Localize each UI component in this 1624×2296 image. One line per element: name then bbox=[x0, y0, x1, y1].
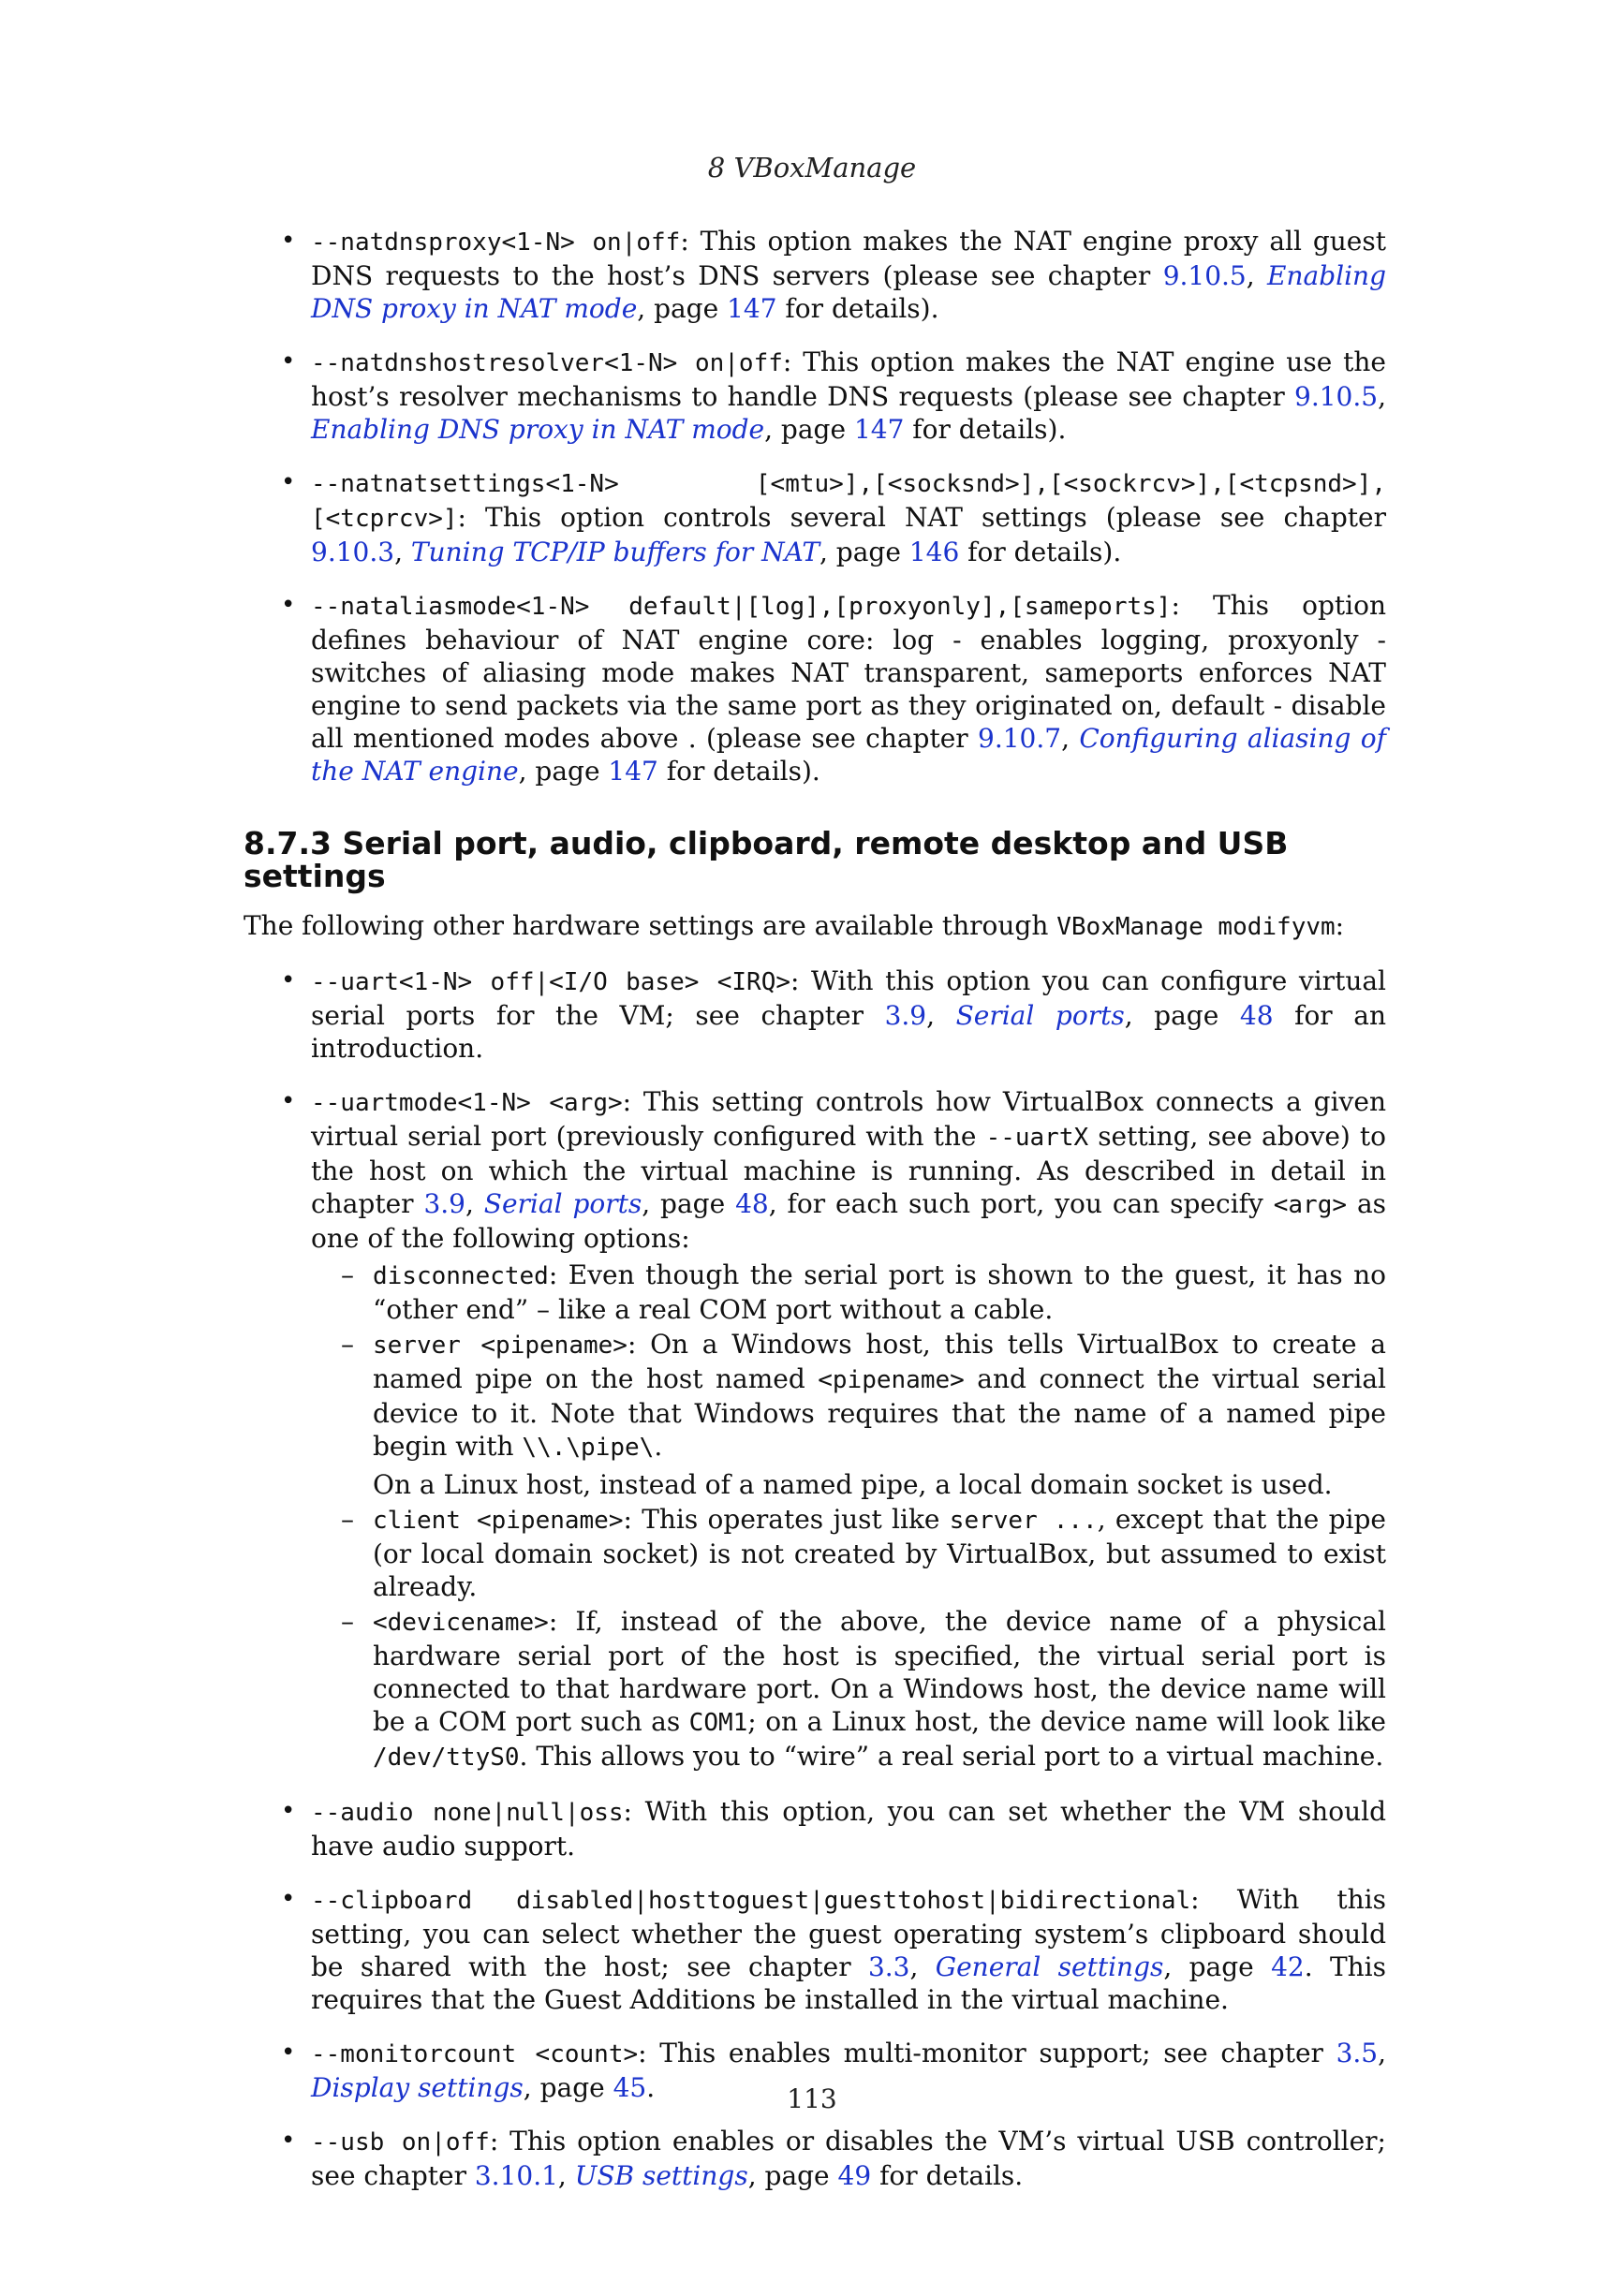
chapter-link[interactable]: 3.9 bbox=[884, 1000, 927, 1031]
option-code: --monitorcount <count> bbox=[311, 2040, 639, 2068]
chapter-link[interactable]: 9.10.3 bbox=[311, 537, 395, 567]
section-title-link[interactable]: Enabling DNS proxy in NAT mode bbox=[311, 260, 1386, 324]
option-code: server <pipename> bbox=[373, 1332, 627, 1360]
option-code: --usb on|off bbox=[311, 2128, 490, 2156]
linux-note: On a Linux host, instead of a named pipe, a local domain socket is used. bbox=[373, 1469, 1333, 1500]
hardware-options-list bbox=[244, 964, 1386, 2192]
running-head: 8 VBoxManage bbox=[707, 152, 917, 184]
option-code: --uart<1-N> off|<I/O base> <IRQ> bbox=[311, 968, 790, 996]
chapter-link[interactable]: 9.10.7 bbox=[978, 723, 1062, 754]
section-title-link[interactable]: General settings bbox=[935, 1951, 1164, 1982]
inline-code: \\.\pipe\ bbox=[522, 1434, 655, 1462]
section-heading: 8.7.3 Serial port, audio, clipboard, remote desktop and USB settings bbox=[244, 825, 1289, 894]
option-usb: • --usb on|off: This option enables or disables the VM’s virtual USB controller; see chapter 3.10.1, USB settings, page 49 for details. bbox=[244, 2125, 1386, 2192]
option-uart: • --uart<1-N> off|<I/O base> <IRQ>: With this option you can configure virtual serial ports for the VM; see chapter 3.9, Serial ports, page 48 for an introduction. bbox=[244, 964, 1386, 1065]
option-clipboard: • --clipboard disabled|hosttoguest|guesttohost|bidirectional: With this setting, you can select whether the guest operating system’s clipboard should be shared with the host; see chapter 3.3, General settings, page 42. This requires that the Guest Additions be installed in the virtual machine. bbox=[244, 1883, 1386, 2016]
suboption-disconnected: – disconnected: Even though the serial port is shown to the guest, it has no “other end” – like a real COM port without a cable. bbox=[311, 1258, 1386, 1326]
page-link[interactable]: 45 bbox=[613, 2072, 647, 2103]
option-natdnshostresolver: • --natdnshostresolver<1-N> on|off: This option makes the NAT engine use the host’s resolver mechanisms to handle DNS requests (please see chapter 9.10.5, Enabling DNS proxy in NAT mode, page 147 for details). bbox=[244, 346, 1386, 446]
page-link[interactable]: 42 bbox=[1271, 1951, 1305, 1982]
section-title-link[interactable]: Display settings bbox=[311, 2072, 524, 2103]
page-link[interactable]: 146 bbox=[908, 537, 960, 567]
chapter-link[interactable]: 3.5 bbox=[1336, 2038, 1379, 2068]
page-body bbox=[244, 225, 1386, 2213]
option-code: --natnatsettings<1-N> [<mtu>],[<socksnd>],[<sockrcv>],[<tcpsnd>], [<tcprcv>] bbox=[311, 470, 1386, 533]
suboption-server: – server <pipename>: On a Windows host, this tells VirtualBox to create a named pipe on the host named <pipename> and connect the virtual serial device to it. Note that Windows requires that the name of a named pipe begin with \\.\pipe\. On a Linux host, instead of a named pipe, a local domain socket is used. bbox=[311, 1328, 1386, 1501]
option-uartmode: • --uartmode<1-N> <arg>: This setting controls how VirtualBox connects a given virtual serial port (previously configured with the --uartX setting, see above) to the host on which the virtual machine is running. As described in detail in chapter 3.9, Serial ports, page 48, for each such port, you can specify <arg> as one of the following options: – disconnected: Even though the serial port is shown to the guest, it has no “other end” – like a real COM port without a cable. – server <pipename>: On a Windows host, this tells VirtualBox to create a named pipe on the host named <pipename> and connect the virtual serial device to it. Note that Windows requires that the name of a named pipe begin with \\.\pipe\. On a Linux host, instead of a named pipe, a local domain socket is used. – client <pipename>: This operates just like server ..., except that the pipe (or local domain socket) is not created by VirtualBox, but assumed to exist already. – <devicename>: If, instead of the above, the device name of a physical hardware serial port of the host is specified, the virtual serial port is connected to that hardware port. On a Windows host, the device name will be a COM port such as COM1; on a Linux host, the device name will look like /dev/ttyS0. This allows you to “wire” a real serial port to a virtual machine. bbox=[244, 1085, 1386, 1774]
page-link[interactable]: 49 bbox=[837, 2160, 872, 2191]
chapter-link[interactable]: 9.10.5 bbox=[1294, 381, 1379, 412]
chapter-link[interactable]: 3.9 bbox=[423, 1188, 465, 1219]
inline-code: <arg> bbox=[1273, 1191, 1348, 1219]
section-title-link[interactable]: Serial ports bbox=[483, 1188, 642, 1219]
section-title-link[interactable]: Serial ports bbox=[955, 1000, 1125, 1031]
inline-code: VBoxManage modifyvm bbox=[1056, 913, 1336, 941]
inline-code: COM1 bbox=[688, 1709, 748, 1737]
section-title-link[interactable]: Enabling DNS proxy in NAT mode bbox=[311, 414, 765, 445]
option-natnatsettings: • --natnatsettings<1-N> [<mtu>],[<socksnd>],[<sockrcv>],[<tcpsnd>], [<tcprcv>]: This option controls several NAT settings (please see chapter 9.10.3, Tuning TCP/IP buffers for NAT, page 146 for details). bbox=[244, 466, 1386, 568]
option-code: --nataliasmode<1-N> default|[log],[proxyonly],[sameports] bbox=[311, 593, 1172, 621]
page-link[interactable]: 48 bbox=[1239, 1000, 1274, 1031]
chapter-link[interactable]: 3.10.1 bbox=[474, 2160, 558, 2191]
page-link[interactable]: 147 bbox=[853, 414, 905, 445]
uartmode-suboptions bbox=[311, 1258, 1386, 1774]
page-link[interactable]: 147 bbox=[727, 293, 777, 324]
option-natdnsproxy: • --natdnsproxy<1-N> on|off: This option makes the NAT engine proxy all guest DNS requests to the host’s DNS servers (please see chapter 9.10.5, Enabling DNS proxy in NAT mode, page 147 for details). bbox=[244, 225, 1386, 325]
section-title-link[interactable]: Tuning TCP/IP buffers for NAT bbox=[410, 537, 819, 567]
inline-code: <pipename> bbox=[818, 1366, 965, 1394]
inline-code: /dev/ttyS0 bbox=[373, 1744, 520, 1772]
suboption-devicename: – <devicename>: If, instead of the above, the device name of a physical hardware serial port of the host is specified, the virtual serial port is connected to that hardware port. On a Windows host, the device name will be a COM port such as COM1; on a Linux host, the device name will look like /dev/ttyS0. This allows you to “wire” a real serial port to a virtual machine. bbox=[311, 1605, 1386, 1774]
option-code: client <pipename> bbox=[373, 1507, 624, 1535]
chapter-link[interactable]: 9.10.5 bbox=[1162, 260, 1247, 291]
section-title-link[interactable]: Configuring aliasing of the NAT engine bbox=[311, 723, 1386, 787]
suboption-client: – client <pipename>: This operates just like server ..., except that the pipe (or local domain socket) is not created by VirtualBox, but assumed to exist already. bbox=[311, 1503, 1386, 1603]
option-code: --clipboard disabled|hosttoguest|guesttohost|bidirectional bbox=[311, 1887, 1191, 1915]
option-code: disconnected bbox=[373, 1262, 549, 1290]
option-code: --audio none|null|oss bbox=[311, 1799, 624, 1827]
option-code: --uartmode<1-N> <arg> bbox=[311, 1089, 623, 1117]
option-code: --natdnsproxy<1-N> on|off bbox=[311, 228, 681, 257]
page-number: 113 bbox=[787, 2083, 837, 2114]
page-link[interactable]: 48 bbox=[735, 1188, 769, 1219]
page-link[interactable]: 147 bbox=[608, 756, 658, 787]
option-code: --natdnshostresolver<1-N> on|off bbox=[311, 349, 783, 377]
inline-code: --uartX bbox=[985, 1124, 1089, 1152]
option-audio: • --audio none|null|oss: With this option, you can set whether the VM should have audio support. bbox=[244, 1795, 1386, 1862]
inline-code: server ... bbox=[949, 1507, 1098, 1535]
section-intro: The following other hardware settings are available through VBoxManage modifyvm: bbox=[244, 910, 1345, 941]
chapter-link[interactable]: 3.3 bbox=[867, 1951, 910, 1982]
option-monitorcount: • --monitorcount <count>: This enables multi-monitor support; see chapter 3.5, Display settings, page 45. bbox=[244, 2037, 1386, 2104]
section-title-link[interactable]: USB settings bbox=[574, 2160, 748, 2191]
option-code: <devicename> bbox=[373, 1609, 549, 1637]
option-nataliasmode: • --nataliasmode<1-N> default|[log],[proxyonly],[sameports]: This option defines behaviour of NAT engine core: log - enables logging, proxyonly - switches of aliasing mode makes NAT transparent, sameports enforces NAT engine to send packets via the same port as they originated on, default - disable all mentioned modes above . (please see chapter 9.10.7, Configuring aliasing of the NAT engine, page 147 for details). bbox=[244, 589, 1386, 787]
nat-options-list bbox=[244, 225, 1386, 787]
